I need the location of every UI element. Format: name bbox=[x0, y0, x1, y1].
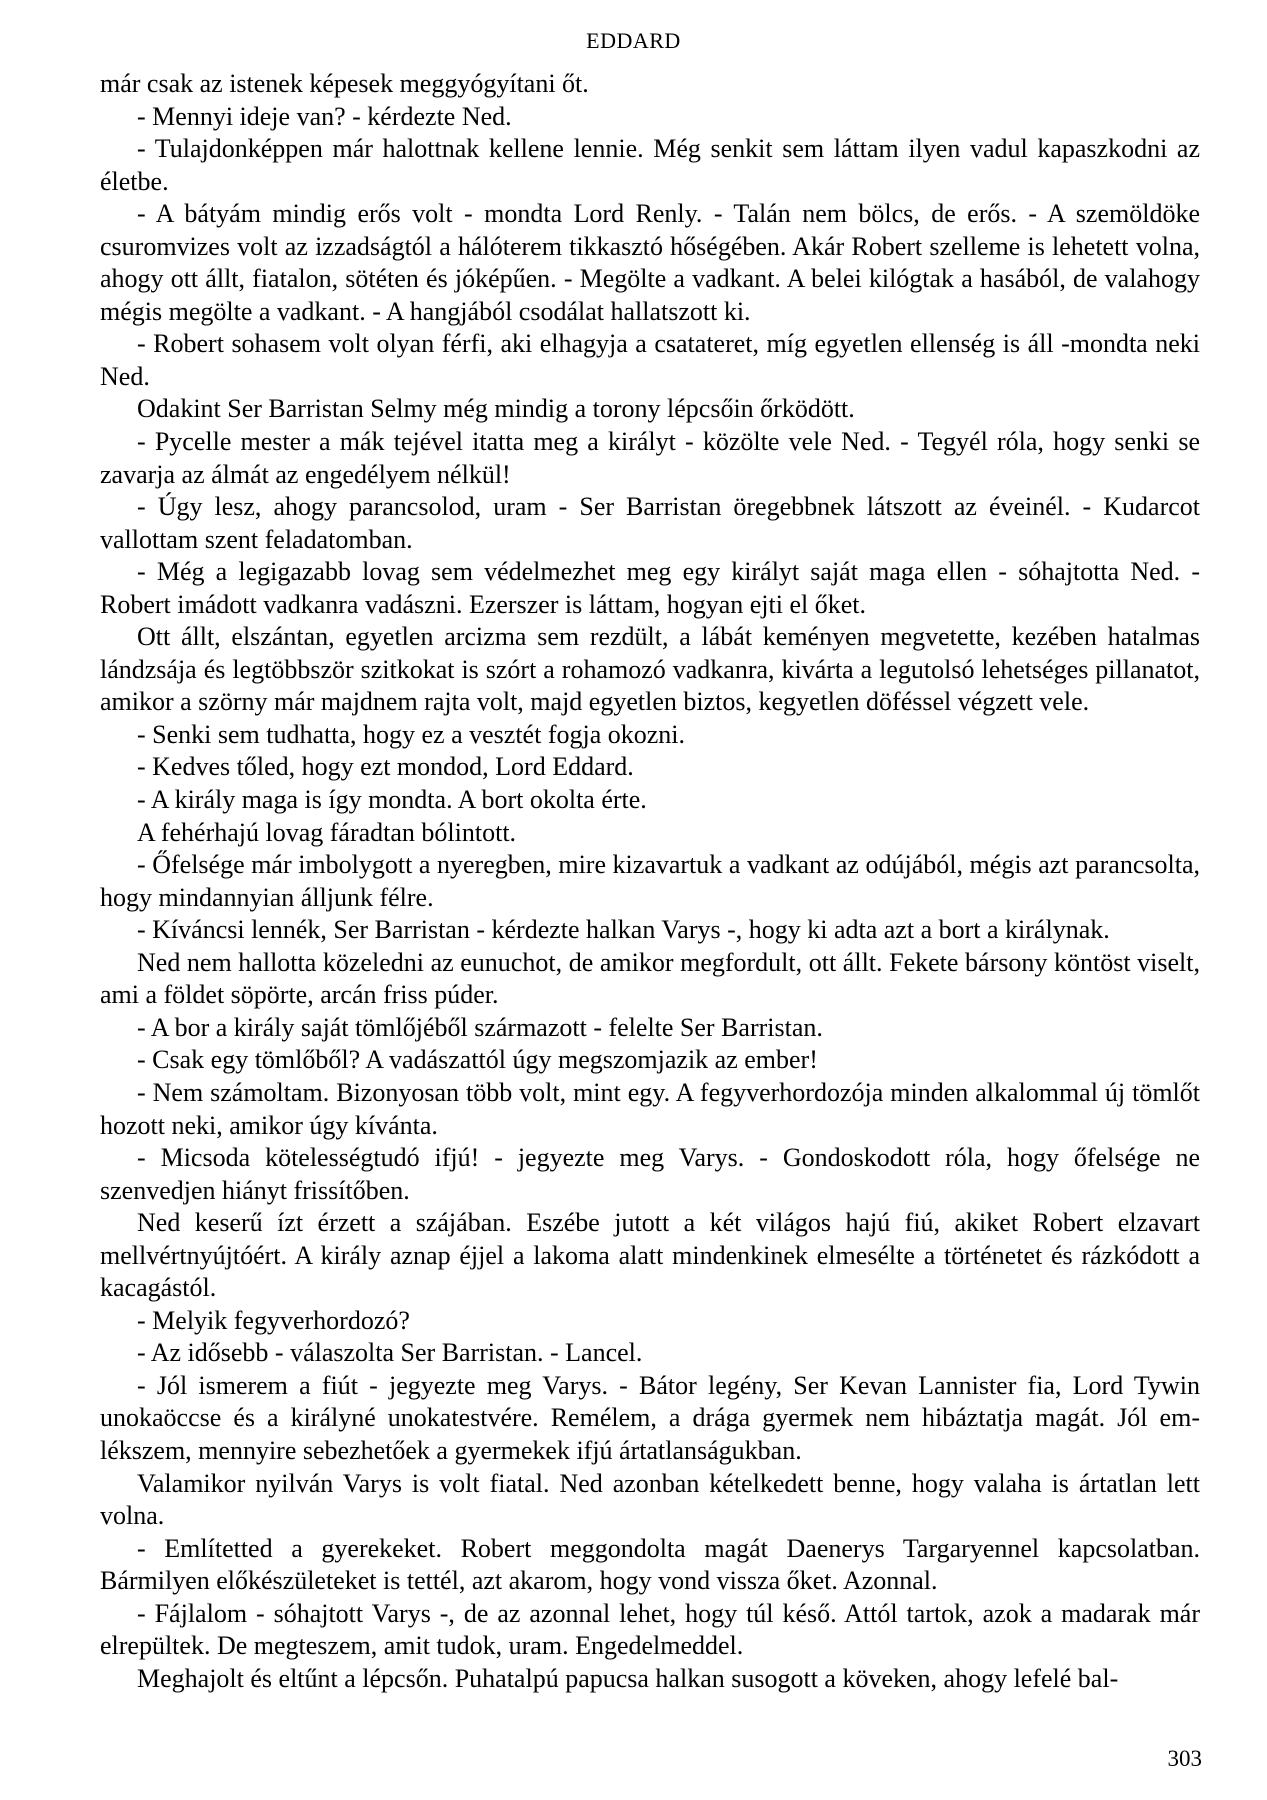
paragraph: - Jól ismerem a fiút - jegyezte meg Varys. - Bátor legény, Ser Kevan Lannister fia, Lord Tywin unokaöccse és a királyné unokatestvére. Remélem, a drága gyermek nem hibáztatja magát. Jól emlékszem, mennyire sebezhetőek a gyermekek ifjú ártatlanságukban. bbox=[100, 1370, 1200, 1465]
paragraph: Ned keserű ízt érzett a szájában. Eszébe jutott a két világos hajú fiú, akiket Robert elzavart mellvértnyújtóért. A király aznap éjjel a lakoma alatt mindenkinek elmesélte a történetet és rázkódott a kacagástól. bbox=[100, 1208, 1200, 1303]
paragraph: Ned nem hallotta közeledni az eunuchot, de amikor megfordult, ott állt. Fekete bársony köntöst viselt, ami a földet söpörte, arcán friss púder. bbox=[100, 947, 1200, 1010]
paragraph: - Micsoda kötelességtudó ifjú! - jegyezte meg Varys. - Gondoskodott róla, hogy őfelsége ne szenvedjen hiányt frissítőben. bbox=[100, 1143, 1200, 1205]
paragraph: - A király maga is így mondta. A bort okolta érte. bbox=[137, 785, 647, 815]
running-header: EDDARD bbox=[586, 28, 681, 53]
paragraph: - A bátyám mindig erős volt - mondta Lord Renly. - Talán nem bölcs, de erős. - A szemöldöke csuromvizes volt az izzadságtól a hálóterem tikkasztó hőségében. Akár Robert szelleme is lehetett volna, ahogy ott állt, fiatalon, sötéten és jóképűen. - Megölte a vadkant. A belei kilógtak a hasából, de valahogy mégis megölte a vadkant. - A hangjából csodálat hallatszott ki. bbox=[100, 199, 1200, 326]
paragraph: már csak az istenek képesek meggyógyítani őt. bbox=[100, 69, 589, 98]
paragraph: - Nem számoltam. Bizonyosan több volt, mint egy. A fegyverhordozója minden alkalommal új tömlőt hozott neki, amikor úgy kívánta. bbox=[100, 1077, 1200, 1140]
paragraph: Valamikor nyilván Varys is volt fiatal. Ned azonban kételkedett benne, hogy valaha is ártatlan lett volna. bbox=[100, 1468, 1200, 1531]
paragraph: Odakint Ser Barristan Selmy még mindig a torony lépcsőin őrködött. bbox=[137, 394, 855, 424]
paragraph: Ott állt, elszántan, egyetlen arcizma sem rezdült, a lábát keményen megvetette, kezében hatalmas lándzsája és legtöbbször szitkokat is szórt a rohamozó vadkanra, kivárta a legutolsó lehetséges pillanatot, amikor a szörny már majdnem rajta volt, majd egyetlen biztos, kegyetlen döféssel végzett vele. bbox=[100, 622, 1200, 717]
body-text bbox=[100, 68, 1200, 1695]
paragraph: Meghajolt és eltűnt a lépcsőn. Puhatalpú papucsa halkan susogott a köveken, ahogy lefelé bal- bbox=[137, 1663, 1119, 1693]
paragraph: A fehérhajú lovag fáradtan bólintott. bbox=[137, 817, 517, 847]
paragraph: - Kedves tőled, hogy ezt mondod, Lord Eddard. bbox=[137, 752, 634, 782]
paragraph: - Az idősebb - válaszolta Ser Barristan. - Lancel. bbox=[137, 1338, 643, 1368]
paragraph: - Tulajdonképpen már halottnak kellene lennie. Még senkit sem láttam ilyen vadul kapaszkodni az életbe. bbox=[100, 134, 1200, 196]
paragraph: - A bor a király saját tömlőjéből származott - felelte Ser Barristan. bbox=[137, 1012, 823, 1042]
page-number: 303 bbox=[1167, 1746, 1202, 1771]
paragraph: - Úgy lesz, ahogy parancsolod, uram - Ser Barristan öregebbnek látszott az éveinél. - Kudarcot vallottam szent feladatomban. bbox=[100, 492, 1200, 554]
paragraph: - Említetted a gyerekeket. Robert meggondolta magát Daenerys Targaryennel kapcsolatban. Bármilyen előkészületeket is tettél, azt akarom, hogy vond vissza őket. Azonnal. bbox=[100, 1533, 1200, 1596]
paragraph: - Őfelsége már imbolygott a nyeregben, mire kizavartuk a vadkant az odújából, mégis azt parancsolta, hogy mindannyian álljunk félre. bbox=[100, 850, 1200, 912]
paragraph: - Senki sem tudhatta, hogy ez a vesztét fogja okozni. bbox=[137, 719, 686, 749]
paragraph: - Fájlalom - sóhajtott Varys -, de az azonnal lehet, hogy túl késő. Attól tartok, azok a madarak már elrepültek. De megteszem, amit tudok, uram. Engedelmeddel. bbox=[100, 1598, 1200, 1661]
paragraph: - Mennyi ideje van? - kérdezte Ned. bbox=[137, 101, 512, 131]
paragraph: - Kíváncsi lennék, Ser Barristan - kérdezte halkan Varys -, hogy ki adta azt a bort a királynak. bbox=[137, 915, 1110, 945]
paragraph: - Csak egy tömlőből? A vadászattól úgy megszomjazik az ember! bbox=[137, 1045, 818, 1075]
paragraph: - Melyik fegyverhordozó? bbox=[137, 1305, 410, 1335]
paragraph: - Robert sohasem volt olyan férfi, aki elhagyja a csatateret, míg egyetlen ellenség is áll -mondta neki Ned. bbox=[100, 329, 1200, 391]
paragraph: - Még a legigazabb lovag sem védelmezhet meg egy királyt saját maga ellen - sóhajtotta Ned. - Robert imádott vadkanra vadászni. Ezerszer is láttam, hogyan ejti el őket. bbox=[100, 557, 1200, 619]
paragraph: - Pycelle mester a mák tejével itatta meg a királyt - közölte vele Ned. - Tegyél róla, hogy senki se zavarja az álmát az engedélyem nélkül! bbox=[100, 427, 1200, 489]
